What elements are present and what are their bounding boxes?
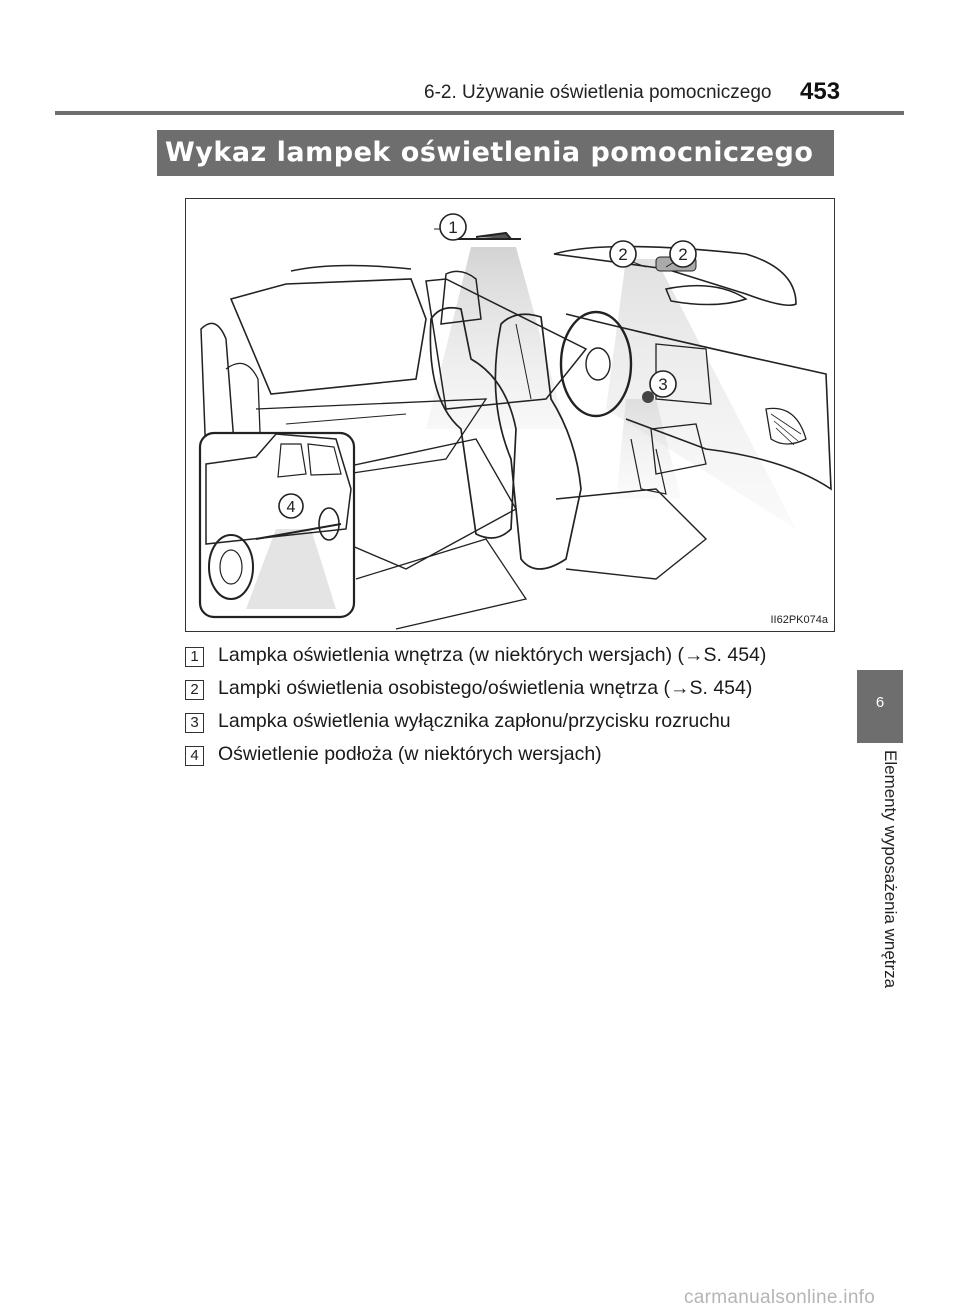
callout-2a-label: 2 [618,245,628,264]
chapter-number: 6 [875,694,885,711]
page-number: 453 [800,78,841,105]
callout-2b [670,241,696,267]
legend-number: 1 [185,647,204,667]
air-vent [766,408,806,444]
ignition-switch [642,391,654,403]
callout-2b-label: 2 [678,245,688,264]
car-interior-illustration [186,199,835,632]
rear-window [231,279,426,394]
header-rule [55,111,904,115]
legend-number: 4 [185,746,204,766]
rear-view-mirror [666,286,746,305]
legend-number: 3 [185,713,204,733]
chapter-label: Elementy wyposażenia wnętrza [881,750,900,989]
exterior-inset [200,433,354,617]
legend-text: Lampki oświetlenia osobistego/oświetlenia wnętrza (→S. 454) [218,677,753,699]
callout-1 [440,214,466,240]
legend-text: Lampka oświetlenia wnętrza (w niektórych wersjach) (→S. 454) [218,644,767,666]
interior-lights-figure [185,198,835,632]
section-title: Wykaz lampek oświetlenia pomocniczego [165,137,814,168]
callout-3 [650,371,676,397]
callout-1-label: 1 [448,218,458,237]
legend-text: Lampka oświetlenia wyłącznika zapłonu/przycisku rozruchu [218,710,731,732]
running-header-title: 6-2. Używanie oświetlenia pomocniczego [424,82,772,103]
figure-code: II62PK074a [770,614,828,626]
callout-2a [610,241,636,267]
legend-text: Oświetlenie podłoża (w niektórych wersjach) [218,743,602,765]
legend-number: 2 [185,680,204,700]
callout-4-label: 4 [286,499,296,516]
watermark: carmanualsonline.info [684,1287,876,1308]
callout-3-label: 3 [658,375,668,394]
rear-seat-cushion [336,439,516,569]
